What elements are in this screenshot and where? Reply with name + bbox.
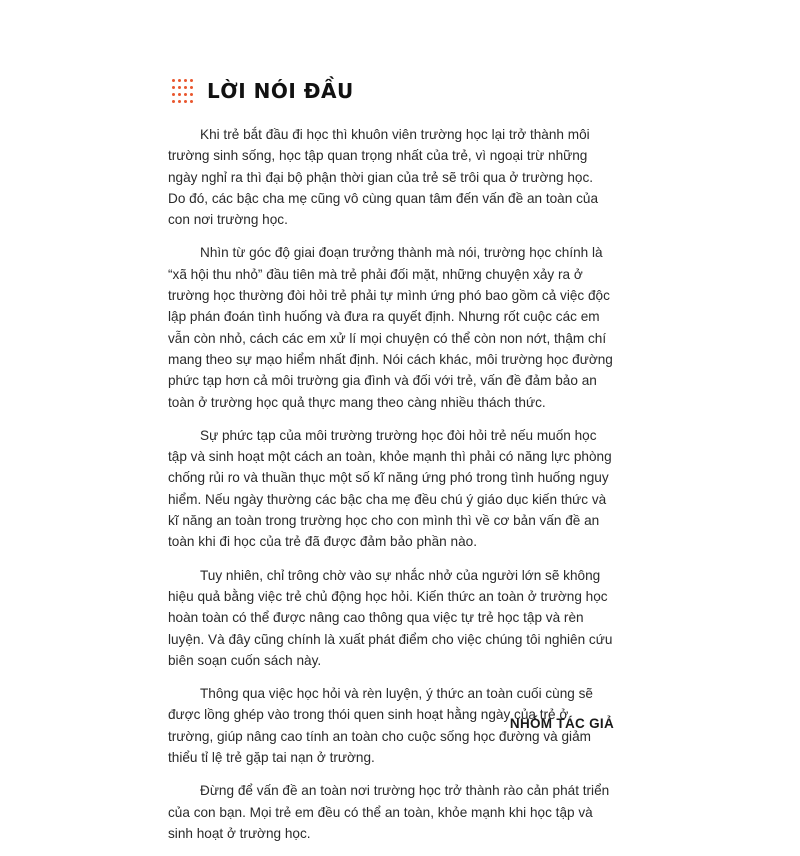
preface-heading [172, 76, 354, 106]
paragraph-6: Đừng để vấn đề an toàn nơi trường học trở thành rào cản phát triển của con bạn. Mọi trẻ em đều có thể an toàn, khỏe mạnh khi học tập và sinh hoạt ở trường học. [168, 783, 610, 841]
paragraph-3: Sự phức tạp của môi trường trường học đòi hỏi trẻ nếu muốn học tập và sinh hoạt một cách an toàn, khỏe mạnh thì phải có năng lực phòng chống rủi ro và thuần thục một số kĩ năng ứng phó trong tình huống nguy hiểm. Nếu ngày thường các bậc cha mẹ đều chú ý giáo dục kiến thức và kĩ năng an toàn trong trường học cho con mình thì về cơ bản vấn đề an toàn khi đi học của trẻ đã được đảm bảo phần nào. [168, 427, 612, 550]
paragraph-2: Nhìn từ góc độ giai đoạn trưởng thành mà nói, trường học chính là “xã hội thu nhỏ” đầu tiên mà trẻ phải đối mặt, những chuyện xảy ra ở trường học thường đòi hỏi trẻ phải tự mình ứng phó bao gồm cả việc độc lập phán đoán tình huống và đưa ra quyết định. Nhưng rốt cuộc các em vẫn còn nhỏ, cách các em xử lí mọi chuyện có thể còn non nớt, thậm chí mang theo sự mạo hiểm nhất định. Nói cách khác, môi trường học đường phức tạp hơn cả môi trường gia đình và đối với trẻ, vấn đề đảm bảo an toàn ở trường học quả thực mang theo càng nhiều thách thức. [168, 245, 613, 410]
author-signature: NHÓM TÁC GIẢ [509, 716, 614, 731]
paragraph-5: Thông qua việc học hỏi và rèn luyện, ý thức an toàn cuối cùng sẽ được lồng ghép vào trong thói quen sinh hoạt hằng ngày của trẻ ở trường, giúp nâng cao tính an toàn cho cuộc sống học đường và giảm thiểu tỉ lệ trẻ gặp tai nạn ở trường. [168, 686, 593, 766]
dot-grid-icon [172, 79, 193, 103]
paragraph-4: Tuy nhiên, chỉ trông chờ vào sự nhắc nhở của người lớn sẽ không hiệu quả bằng việc trẻ chủ động học hỏi. Kiến thức an toàn ở trường học hoàn toàn có thể được nâng cao thông qua việc tự trẻ học tập và rèn luyện. Và đây cũng chính là xuất phát điểm cho việc chúng tôi nghiên cứu biên soạn cuốn sách này. [168, 567, 613, 668]
preface-body [168, 124, 614, 856]
page-title: LỜI NÓI ĐẦU [207, 79, 354, 103]
paragraph-1: Khi trẻ bắt đầu đi học thì khuôn viên trường học lại trở thành môi trường sinh sống, học tập quan trọng nhất của trẻ, vì ngoại trừ những ngày nghỉ ra thì đại bộ phận thời gian của trẻ sẽ trôi qua ở trường học. Do đó, các bậc cha mẹ cũng vô cùng quan tâm đến vấn đề an toàn của con nơi trường học. [168, 127, 599, 228]
